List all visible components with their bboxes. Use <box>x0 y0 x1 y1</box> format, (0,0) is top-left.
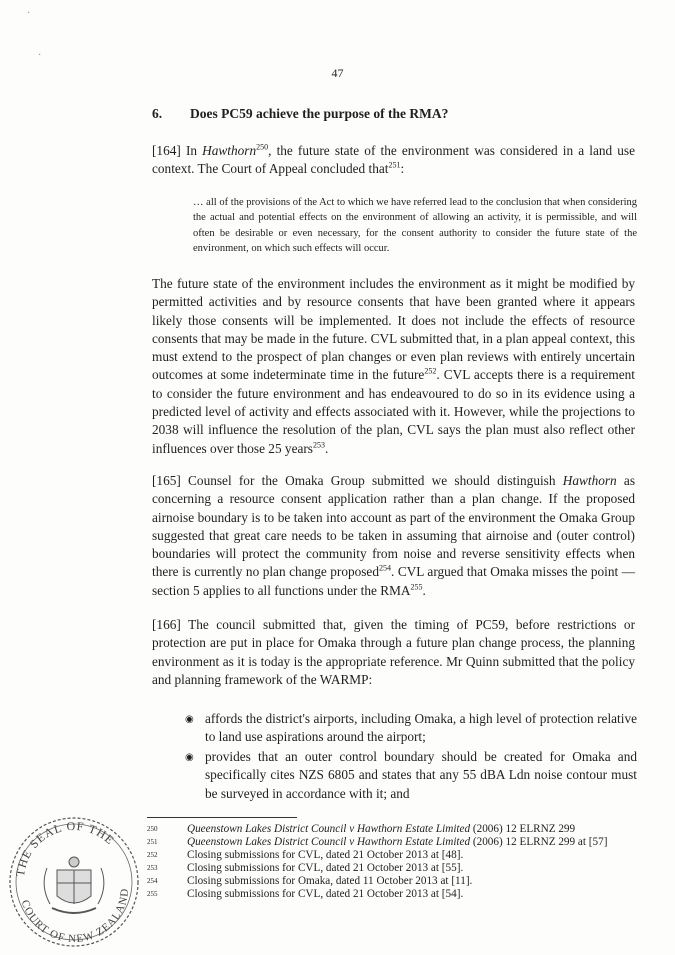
footnote-divider <box>147 817 297 818</box>
footnote-number: 253 <box>147 864 158 872</box>
bullet-item: provides that an outer control boundary should be created for Omaka and specifically cites NZS 6805 and states that any 55 dBA Ldn noise contour must be surveyed in accordance with it; and <box>205 749 637 801</box>
paragraph-label: [165] <box>152 473 181 488</box>
margin-mark: · <box>27 8 31 19</box>
paragraph-164: [164] In Hawthorn$^{250}$, the future state of the environment was considered in a land use context. The Court of Appeal concluded that$^{251}$: <box>152 142 636 177</box>
paragraph-166: [166] The council submitted that, given the timing of PC59, before restrictions or protection are put in place for Omaka through a future plan change process, the planning environment as it is today is the appropriate reference. Mr Quinn submitted that the policy and planning framework of the WARMP: <box>152 617 635 687</box>
section-number: 6. <box>152 106 163 121</box>
paragraph-label: [164] <box>152 143 181 158</box>
section-heading <box>152 106 448 122</box>
margin-mark: · <box>38 50 42 61</box>
coat-of-arms-icon <box>44 857 104 913</box>
footnote-number: 250 <box>147 825 158 833</box>
seal-top-text: THE SEAL OF THE <box>13 818 118 878</box>
bullet-item: affords the district's airports, including Omaka, a high level of protection relative to land use aspirations around the airport; <box>205 711 637 745</box>
case-name: Hawthorn <box>202 143 257 158</box>
block-quote: … all of the provisions of the Act to which we have referred lead to the conclusion that when considering the actual and potential effects on the environment of allowing an activity, it is permissible, and will often be desirable or even necessary, for the consent authority to consider the future state of the environment, on which such effects will occur. <box>193 197 637 255</box>
footnote-ref: 255 <box>410 582 423 592</box>
case-name: Hawthorn <box>562 473 617 488</box>
bullet-icon: ◉ <box>185 714 194 725</box>
seal-bottom-text: COURT OF NEW ZEALAND <box>18 887 132 946</box>
footnote-number: 254 <box>147 877 158 885</box>
footnote-ref: 252 <box>424 367 437 377</box>
footnote-number: 255 <box>147 890 158 898</box>
case-name: Queenstown Lakes District Council v Hawthorn Estate Limited <box>187 836 471 848</box>
section-title: Does PC59 achieve the purpose of the RMA? <box>190 106 449 121</box>
page-number: 47 <box>331 66 344 80</box>
paragraph-165: [165] Counsel for the Omaka Group submitted we should distinguish Hawthorn as concerning a resource consent application rather than a plan change. If the proposed airnoise boundary is to be taken into account as part of the environment the Omaka Group suggested that great care needs to be taken in assuming that airnoise and (outer control) boundaries will protect the community from noise and reverse sensitivity effects when there is currently no plan change proposed$^{254}$. CVL argued that Omaka misses the point — section 5 applies to all functions under the RMA$^{255}$. <box>152 473 636 598</box>
case-name: Queenstown Lakes District Council v Hawthorn Estate Limited <box>187 823 471 835</box>
court-seal <box>2 808 142 953</box>
paragraph-future-state: The future state of the environment includes the environment as it might be modified by permitted activities and by resource consents that have been granted where it appears likely those consents will be implemented. It does not include the effects of resource consents that may be made in the future. CVL submitted that, in a plan appeal context, this must extend to the prospect of plan changes or even plan reviews with entirely uncertain outcomes at some indeterminate time in the future$^{252}$. CVL accepts there is a requirement to consider the future environment and has endeavoured to do so in its evidence using a predicted level of activity and effects associated with it. However, while the projections to 2038 will influence the resolution of the plan, CVL says the plan must also reflect other influences over those 25 years$^{253}$. <box>152 276 635 456</box>
footnote-ref: 254 <box>379 564 391 574</box>
footnote-number: 251 <box>147 838 158 846</box>
paragraph-label: [166] <box>152 617 181 632</box>
footnote-ref: 253 <box>313 440 325 450</box>
bullet-icon: ◉ <box>185 752 194 763</box>
footnote-number: 252 <box>147 851 158 859</box>
footnote-ref: 250 <box>256 142 269 152</box>
footnote-ref: 251 <box>388 160 401 170</box>
